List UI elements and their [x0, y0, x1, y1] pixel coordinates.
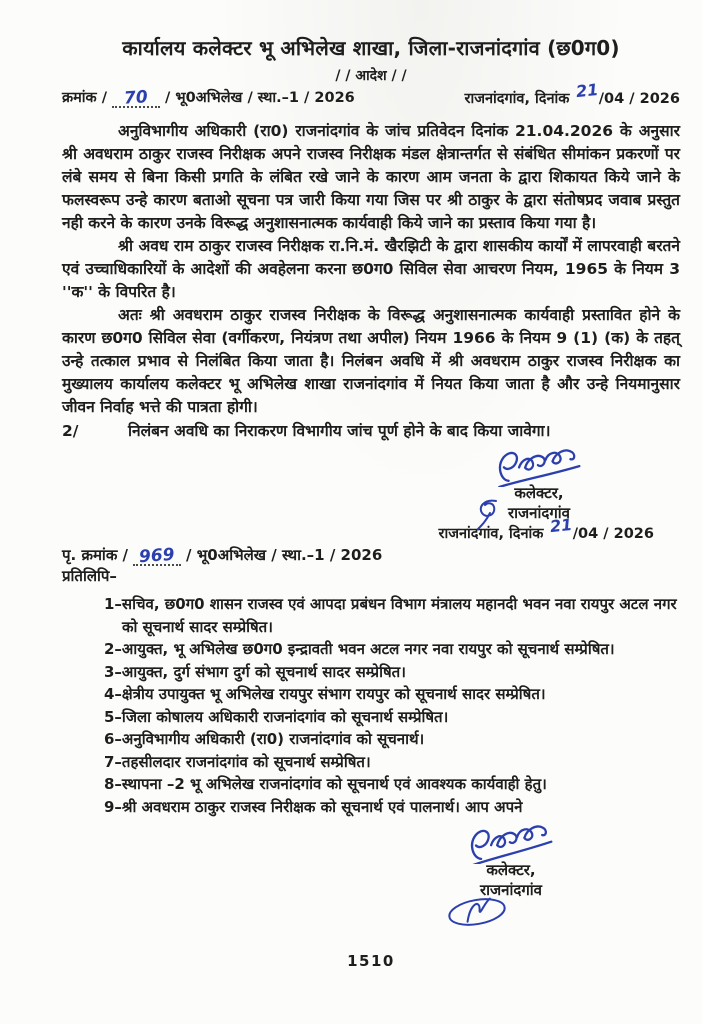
endorsement-ref-line: [62, 545, 382, 566]
order-heading: / / आदेश / /: [335, 68, 407, 84]
ref-number-handwritten: 70: [123, 87, 149, 109]
signature1-date-day-handwritten: 21: [548, 514, 573, 537]
endorsement-reference: [62, 545, 382, 587]
copy-list-item: 1–सचिव, छ0ग0 शासन राजस्व एवं आपदा प्रबंधन विभाग मंत्रालय महानदी भवन नवा रायपुर अटल नगर को सूचनार्थ सादर सम्प्रेषित।: [104, 595, 677, 636]
signature-area-2: [62, 818, 680, 934]
ref-number-slot: [112, 89, 160, 108]
signature-block-2: [426, 822, 596, 930]
signature2-designation: कलेक्टर,: [486, 861, 536, 879]
endorsement-ref-prefix: पृ. क्रमांक /: [62, 546, 129, 564]
reference-row: [62, 79, 680, 109]
signature2-place: राजनांदगांव: [480, 881, 542, 899]
ref-suffix: / भू0अभिलेख / स्था.–1 / 2026: [165, 90, 355, 106]
copy-list-item: 4–क्षेत्रीय उपायुक्त भू अभिलेख रायपुर संभाग रायपुर को सूचनार्थ सादर सम्प्रेषित।: [104, 685, 546, 703]
signature-block-1: [424, 445, 654, 544]
office-title: कार्यालय कलेक्टर भू अभिलेख शाखा, जिला-राजनांदगांव (छ0ग0): [122, 36, 620, 60]
clause-2-text: निलंबन अवधि का निराकरण विभागीय जांच पूर्ण होने के बाद किया जावेगा।: [128, 422, 551, 440]
copy-distribution-list: [104, 593, 680, 818]
endorsement-ref-slot: [133, 544, 181, 568]
copy-list-item: 3–आयुक्त, दुर्ग संभाग दुर्ग को सूचनार्थ सादर सम्प्रेषित।: [104, 662, 406, 681]
place-date-line: [464, 79, 680, 108]
endorsement-ref-suffix: / भू0अभिलेख / स्था.–1 / 2026: [186, 546, 383, 564]
copy-list-item: 2–आयुक्त, भू अभिलेख छ0ग0 इन्द्रावती भवन अटल नगर नवा रायपुर को सूचनार्थ सम्प्रेषित।: [104, 640, 615, 658]
initial-flourish-icon: [474, 497, 504, 531]
copies-label: प्रतिलिपि–: [62, 567, 117, 585]
collector-signature-icon: [491, 445, 587, 487]
signature1-place: राजनांदगांव: [508, 504, 570, 522]
signature-area-1: [62, 443, 680, 591]
date-prefix: राजनांदगांव, दिनांक: [464, 91, 570, 107]
paragraph-1: अनुविभागीय अधिकारी (रा0) राजनांदगांव के जांच प्रतिवेदन दिनांक 21.04.2026 के अनुसार श्री अवधराम ठाकुर राजस्व निरीक्षक अपने राजस्व निरीक्षक मंडल क्षेत्रान्तर्गत से संबंधित सीमांकन प्रकरणों पर लंबे समय से बिना किसी प्रगति के लंबित रखे जाने के कारण आम जनता के द्वारा शिकायत किये जाने के फलस्वरूप उन्हे कारण बताओ सूचना पत्र जारी किया गया जिस पर श्री ठाकुर के द्वारा संतोषप्रद जवाब प्रस्तुत नही करने के कारण उनके विरूद्ध अनुशासनात्मक कार्यवाही किये जाने का प्रस्ताव किया गया है।: [62, 122, 680, 232]
signature1-date-line: [424, 514, 654, 544]
endorsement-ref-number-handwritten: 969: [138, 544, 176, 568]
copy-list-item: 6–अनुविभागीय अधिकारी (रा0) राजनांदगांव को सूचनार्थ।: [104, 730, 425, 748]
page-number: 1510: [347, 952, 395, 970]
ref-number-line: [62, 87, 355, 108]
copy-list-item: 7–तहसीलदार राजनांदगांव को सूचनार्थ सम्प्रेषित।: [104, 752, 371, 771]
copy-list-item: 5–जिला कोषालय अधिकारी राजनांदगांव को सूचनार्थ सम्प्रेषित।: [104, 707, 449, 726]
clause-2-number: 2/: [62, 422, 79, 440]
signature1-date-suffix: /04 / 2026: [572, 526, 654, 542]
paragraph-2: श्री अवध राम ठाकुर राजस्व निरीक्षक रा.नि.मं. खैरझिटी के द्वारा शासकीय कार्यों में लापरवाही बरतने एवं उच्चाधिकारियों के आदेशों की अवहेलना करना छ0ग0 सिविल सेवा आचरण नियम, 1965 के नियम 3 ''क'' के विपरित है।: [62, 237, 680, 301]
collector-signature-icon: [463, 822, 559, 864]
clause-2: [62, 420, 680, 443]
ref-prefix: क्रमांक /: [62, 90, 108, 106]
signature1-designation: कलेक्टर,: [514, 484, 564, 502]
copy-list-item: 8–स्थापना –2 भू अभिलेख राजनांदगांव को सूचनार्थ एवं आवश्यक कार्यवाही हेतु।: [104, 775, 547, 793]
copy-list-item: 9–श्री अवधराम ठाकुर राजस्व निरीक्षक को सूचनार्थ एवं पालनार्थ। आप अपने: [104, 797, 523, 816]
date-suffix: /04 / 2026: [598, 91, 680, 107]
signature1-date-prefix: राजनांदगांव, दिनांक: [438, 526, 544, 542]
date-day-handwritten: 21: [574, 79, 599, 102]
paragraph-3: अतः श्री अवधराम ठाकुर राजस्व निरीक्षक के विरूद्ध अनुशासनात्मक कार्यवाही प्रस्तावित होने के कारण छ0ग0 सिविल सेवा (वर्गीकरण, नियंत्रण तथा अपील) नियम 1966 के नियम 9 (1) (क) के तहत् उन्हे तत्काल प्रभाव से निलंबित किया जाता है। निलंबन अवधि में श्री अवधराम ठाकुर राजस्व निरीक्षक का मुख्यालय कार्यालय कलेक्टर भू अभिलेख शाखा राजनांदगांव में नियत किया जाता है और उन्हे नियमानुसार जीवन निर्वाह भत्ते की पात्रता होगी।: [62, 306, 680, 416]
